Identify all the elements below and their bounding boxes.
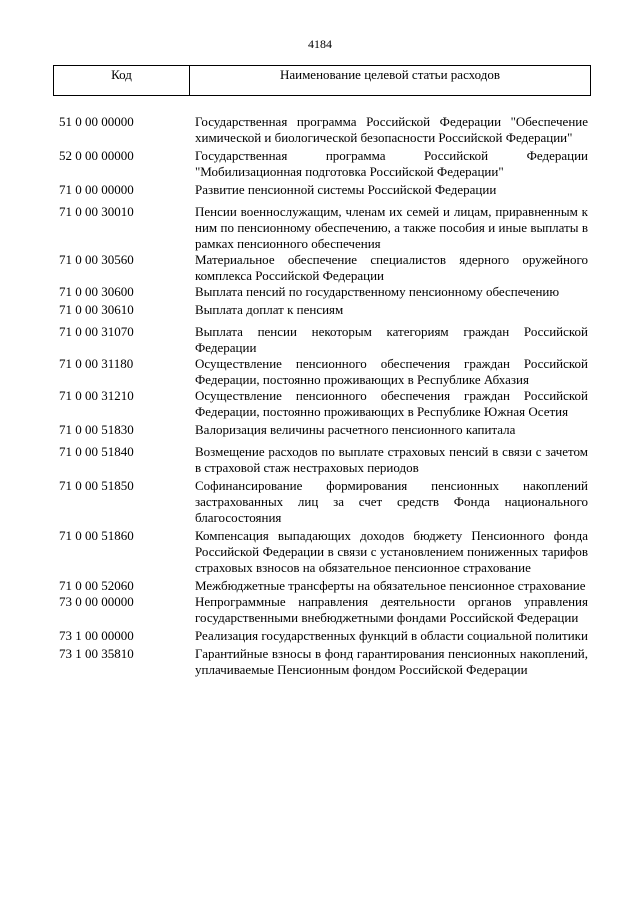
row-code: 71 0 00 51850 bbox=[59, 478, 134, 493]
row-name: Материальное обеспечение специалистов ядерного оружейного комплекса Российской Федерации bbox=[195, 252, 588, 283]
table-row bbox=[55, 578, 590, 594]
row-code: 71 0 00 31070 bbox=[59, 324, 134, 339]
table-row bbox=[55, 628, 590, 644]
row-name: Выплата пенсии некоторым категориям граждан Российской Федерации bbox=[195, 324, 588, 355]
row-code: 71 0 00 30600 bbox=[59, 284, 134, 299]
row-name: Софинансирование формирования пенсионных накоплений застрахованных лиц за счет средств Фонда национального благосостояния bbox=[195, 478, 588, 525]
row-name: Государственная программа Российской Федерации "Обеспечение химической и биологической безопасности Российской Федерации" bbox=[195, 114, 588, 145]
row-code: 51 0 00 00000 bbox=[59, 114, 134, 129]
row-name: Валоризация величины расчетного пенсионного капитала bbox=[195, 422, 516, 437]
table-row bbox=[55, 646, 590, 678]
table-row bbox=[55, 302, 590, 318]
row-code: 71 0 00 30010 bbox=[59, 204, 134, 219]
table-row bbox=[55, 528, 590, 576]
table-row bbox=[55, 252, 590, 284]
table-body bbox=[55, 114, 590, 678]
column-header-code: Код bbox=[54, 66, 190, 95]
row-name: Государственная программа Российской Федерации "Мобилизационная подготовка Российской Федерации" bbox=[195, 148, 588, 179]
row-code: 71 0 00 51830 bbox=[59, 422, 134, 437]
table-row bbox=[55, 148, 590, 180]
row-code: 71 0 00 30560 bbox=[59, 252, 134, 267]
table-row bbox=[55, 114, 590, 146]
table-row bbox=[55, 444, 590, 476]
row-name: Выплата пенсий по государственному пенсионному обеспечению bbox=[195, 284, 560, 299]
row-code: 71 0 00 51840 bbox=[59, 444, 134, 459]
table-row bbox=[55, 182, 590, 198]
row-code: 73 0 00 00000 bbox=[59, 594, 134, 609]
row-code: 71 0 00 30610 bbox=[59, 302, 134, 317]
table-row bbox=[55, 422, 590, 438]
row-code: 71 0 00 00000 bbox=[59, 182, 134, 197]
page-number: 4184 bbox=[308, 37, 332, 51]
row-name: Осуществление пенсионного обеспечения граждан Российской Федерации, постоянно проживающих в Республике Южная Осетия bbox=[195, 388, 588, 419]
row-name: Развитие пенсионной системы Российской Федерации bbox=[195, 182, 497, 197]
row-code: 71 0 00 31210 bbox=[59, 388, 134, 403]
row-name: Возмещение расходов по выплате страховых пенсий в связи с зачетом в страховой стаж нестраховых периодов bbox=[195, 444, 588, 475]
row-name: Межбюджетные трансферты на обязательное пенсионное страхование bbox=[195, 578, 586, 593]
table-row bbox=[55, 388, 590, 420]
row-name: Непрограммные направления деятельности органов управления государственными внебюджетными фондами Российской Федерации bbox=[195, 594, 588, 625]
row-code: 73 1 00 35810 bbox=[59, 646, 134, 661]
row-name: Осуществление пенсионного обеспечения граждан Российской Федерации, постоянно проживающих в Республике Абхазия bbox=[195, 356, 588, 387]
row-name: Выплата доплат к пенсиям bbox=[195, 302, 344, 317]
table-row bbox=[55, 204, 590, 252]
table-row bbox=[55, 324, 590, 356]
row-code: 71 0 00 51860 bbox=[59, 528, 134, 543]
row-name: Гарантийные взносы в фонд гарантирования пенсионных накоплений, уплачиваемые Пенсионным фондом Российской Федерации bbox=[195, 646, 588, 677]
row-code: 71 0 00 31180 bbox=[59, 356, 134, 371]
column-header-name: Наименование целевой статьи расходов bbox=[279, 67, 501, 82]
table-row bbox=[55, 478, 590, 526]
table-row bbox=[55, 594, 590, 626]
row-code: 71 0 00 52060 bbox=[59, 578, 134, 593]
row-name: Компенсация выпадающих доходов бюджету Пенсионного фонда Российской Федерации в связи с установлением пониженных тарифов страховых взносов на обязательное пенсионное страхование bbox=[195, 528, 588, 575]
row-name: Пенсии военнослужащим, членам их семей и лицам, приравненным к ним по пенсионному обеспечению, а также пособия и иные выплаты в рамках пенсионного обеспечения bbox=[195, 204, 588, 251]
table-row bbox=[55, 284, 590, 300]
row-code: 73 1 00 00000 bbox=[59, 628, 134, 643]
table-row bbox=[55, 356, 590, 388]
table-header bbox=[53, 65, 591, 96]
row-code: 52 0 00 00000 bbox=[59, 148, 134, 163]
row-name: Реализация государственных функций в области социальной политики bbox=[195, 628, 588, 643]
